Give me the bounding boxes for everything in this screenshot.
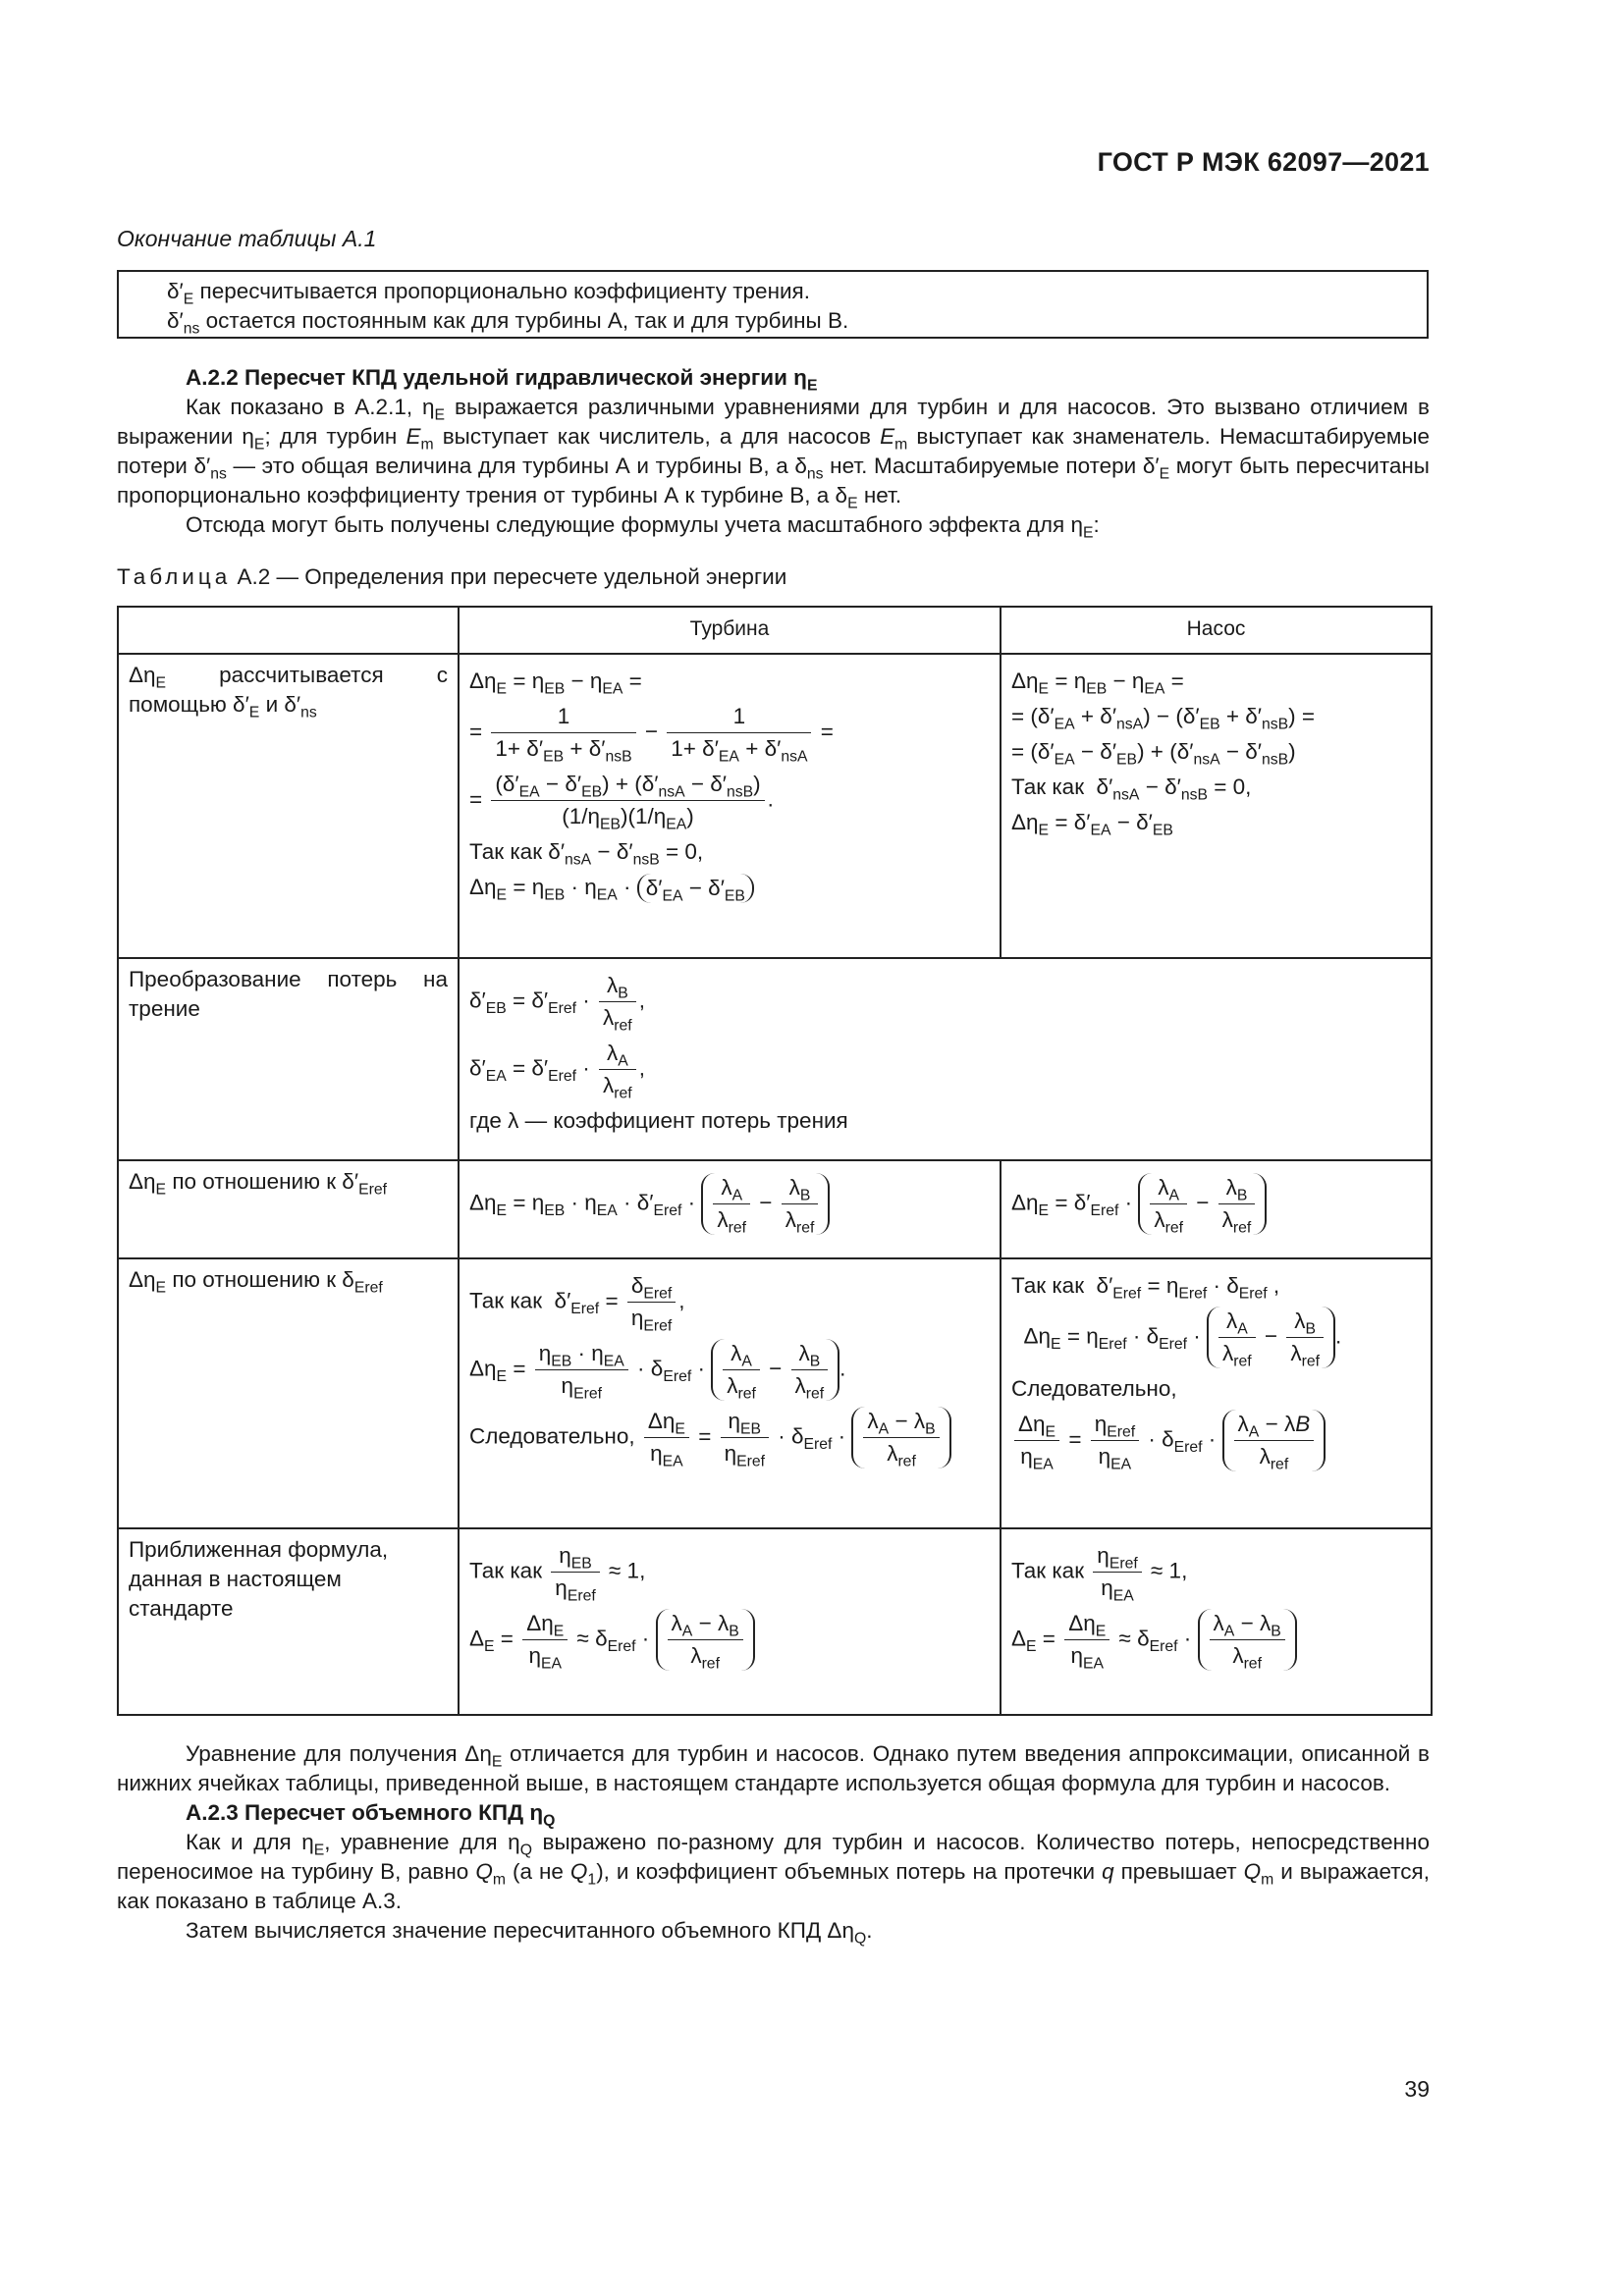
turbine-cell: Так как $\frac{\eta_{EB}}{\eta_{Eref}}$ ≈ 1, $\Delta_E$ = $\frac{\Delta\eta_E}{\eta_{EA}}$ ≈ $\delta_{Eref}$ · $\frac{\lambda_A - \lambda_B}{\lambda_{ref}}$ xyxy=(459,1528,1001,1715)
header-empty-cell xyxy=(118,607,459,654)
turbine-cell: Так как $\delta'_{Eref}$ = $\frac{\delta_{Eref}}{\eta_{Eref}}$ , $\Delta\eta_E$ = $\frac{\eta_{EB} \cdot \eta_{EA}}{\eta_{Eref}}$ · $\delta_{Eref}$ · $\frac{\lambda_A}{\lambda_{ref}}$ − $\frac{\lambda_B}{\lambda_{ref}}$ . Следовательно, $\frac{\Delta\eta_E}{\eta_{EA}}$ = $\frac{\eta_{EB}}{\eta_{Eref}}$ · $\delta_{Eref}$ · $\frac{\lambda_A - \lambda_B}{\lambda_{ref}}$ xyxy=(459,1258,1001,1528)
section-a23-heading: А.2.3 Пересчет объемного КПД $\eta_Q$ xyxy=(186,1800,556,1830)
after-table-text xyxy=(117,1739,1430,1946)
table-row xyxy=(118,958,1432,1160)
table-a1-tail xyxy=(117,270,1429,339)
table-row xyxy=(118,1528,1432,1715)
pump-cell: Так как $\frac{\eta_{Eref}}{\eta_{EA}}$ ≈ 1, $\Delta_E$ = $\frac{\Delta\eta_E}{\eta_{EA}}$ ≈ $\delta_{Eref}$ · $\frac{\lambda_A - \lambda_B}{\lambda_{ref}}$ xyxy=(1001,1528,1432,1715)
table-continuation-label: Окончание таблицы А.1 xyxy=(117,226,377,251)
pump-cell: $\Delta\eta_E = \delta'_{Eref}$ · $\frac{\lambda_A}{\lambda_{ref}}$ − $\frac{\lambda_B}{\lambda_{ref}}$ xyxy=(1001,1160,1432,1258)
turbine-cell: $\Delta\eta_E = \eta_{EB} \cdot \eta_{EA} \cdot \delta'_{Eref}$ · $\frac{\lambda_A}{\lambda_{ref}}$ − $\frac{\lambda_B}{\lambda_{ref}}$ xyxy=(459,1160,1001,1258)
section-a23-paragraph-2: Затем вычисляется значение пересчитанного объемного КПД $\Delta\eta_Q$. xyxy=(186,1918,873,1948)
section-a22-paragraph-2: Отсюда могут быть получены следующие формулы учета масштабного эффекта для $\eta_E$: xyxy=(186,512,1100,542)
pump-cell: Так как $\delta'_{Eref} = \eta_{Eref} \cdot \delta_{Eref}$ , $\Delta\eta_E = \eta_{Eref} \cdot \delta_{Eref}$ · $\frac{\lambda_A}{\lambda_{ref}}$ − $\frac{\lambda_B}{\lambda_{ref}}$ . Следовательно, $\frac{\Delta\eta_E}{\eta_{EA}}$ = $\frac{\eta_{Eref}}{\eta_{EA}}$ · $\delta_{Eref}$ · $\frac{\lambda_A - \lambda B}{\lambda_{ref}}$ xyxy=(1001,1258,1432,1528)
table-a2 xyxy=(117,606,1433,1716)
section-a22-heading: А.2.2 Пересчет КПД удельной гидравлической энергии $\eta_E$ xyxy=(186,365,818,395)
table-row xyxy=(118,654,1432,958)
header-pump: Насос xyxy=(1001,607,1432,654)
row-label: $\Delta\eta_E$ рассчитывается с помощью $\delta'_E$ и $\delta'_{ns}$ xyxy=(118,654,459,958)
turbine-cell: $\Delta\eta_E = \eta_{EB} - \eta_{EA}$ = = $\frac{1}{1+ \delta'_{EB} + \delta'_{nsB}}$ − $\frac{1}{1+ \delta'_{EA} + \delta'_{nsA}}$ = = $\frac{(\delta'_{EA} - \delta'_{EB}) + (\delta'_{nsA} - \delta'_{nsB})}{(1/\eta_{EB})(1/\eta_{EA})}$ . Так как $\delta'_{nsA} - \delta'_{nsB} = 0$, $\Delta\eta_E = \eta_{EB} \cdot \eta_{EA} \cdot \delta'_{EA} - \delta'_{EB}$ xyxy=(459,654,1001,958)
table-header-row xyxy=(118,607,1432,654)
header-turbine: Турбина xyxy=(459,607,1001,654)
table-a1-line-1: $\delta'_E$ пересчитывается пропорционально коэффициенту трения. xyxy=(167,279,810,308)
pump-cell: $\Delta\eta_E = \eta_{EB} - \eta_{EA}$ = = $(\delta'_{EA} + \delta'_{nsA}) - (\delta'_{EB} + \delta'_{nsB})$ = = $(\delta'_{EA} - \delta'_{EB}) + (\delta'_{nsA} - \delta'_{nsB})$ Так как $\delta'_{nsA} - \delta'_{nsB} = 0$, $\Delta\eta_E = \delta'_{EA} - \delta'_{EB}$ xyxy=(1001,654,1432,958)
after-table-paragraph: Уравнение для получения $\Delta\eta_E$ отличается для турбин и насосов. Однако путем введения аппроксимации, описанной в нижних ячейках таблицы, приведенной выше, в настоящем стандарте используется общая формула для турбин и насосов. xyxy=(117,1741,1430,1795)
section-a23-paragraph-1: Как и для $\eta_E$, уравнение для $\eta_Q$ выражено по-разному для турбин и насосов. Количество потерь, непосредственно переносимое на турбину В, равно $Q_m$ (а не $Q_1$), и коэффициент объемных потерь на протечки q превышает $Q_m$ и выражается, как показано в таблице А.3. xyxy=(117,1830,1430,1913)
section-a22 xyxy=(117,363,1430,540)
table-row xyxy=(118,1258,1432,1528)
document-code: ГОСТ Р МЭК 62097—2021 xyxy=(1097,147,1430,177)
table-row xyxy=(118,1160,1432,1258)
row-label: $\Delta\eta_E$ по отношению к $\delta'_{Eref}$ xyxy=(118,1160,459,1258)
table-word: Таблица xyxy=(117,564,232,589)
row-label: Преобразование потерь на трение xyxy=(118,958,459,1160)
table-a2-title xyxy=(117,564,786,590)
table-title-text: А.2 — Определения при пересчете удельной энергии xyxy=(237,564,787,589)
table-a1-line-2: $\delta'_{ns}$ остается постоянным как для турбины А, так и для турбины В. xyxy=(167,308,849,338)
page-number: 39 xyxy=(1404,2076,1430,2102)
section-a22-paragraph-1: Как показано в А.2.1, $\eta_E$ выражается различными уравнениями для турбин и для насосов. Это вызвано отличием в выражении $\eta_E$; для турбин $E_m$ выступает как числитель, а для насосов $E_m$ выступает как знаменатель. Немасштабируемые потери $\delta'_{ns}$ — это общая величина для турбины А и турбины В, а $\delta_{ns}$ нет. Масштабируемые потери $\delta'_E$ могут быть пересчитаны пропорционально коэффициенту трения от турбины А к турбине В, а $\delta_E$ нет. xyxy=(117,395,1431,512)
row-label: $\Delta\eta_E$ по отношению к $\delta_{Eref}$ xyxy=(118,1258,459,1528)
row-label: Приближенная формула, данная в настоящем стандарте xyxy=(118,1528,459,1715)
friction-cell: $\delta'_{EB} = \delta'_{Eref}$ · $\frac{\lambda_B}{\lambda_{ref}}$ , $\delta'_{EA} = \delta'_{Eref}$ · $\frac{\lambda_A}{\lambda_{ref}}$ , где λ — коэффициент потерь трения xyxy=(459,958,1432,1160)
